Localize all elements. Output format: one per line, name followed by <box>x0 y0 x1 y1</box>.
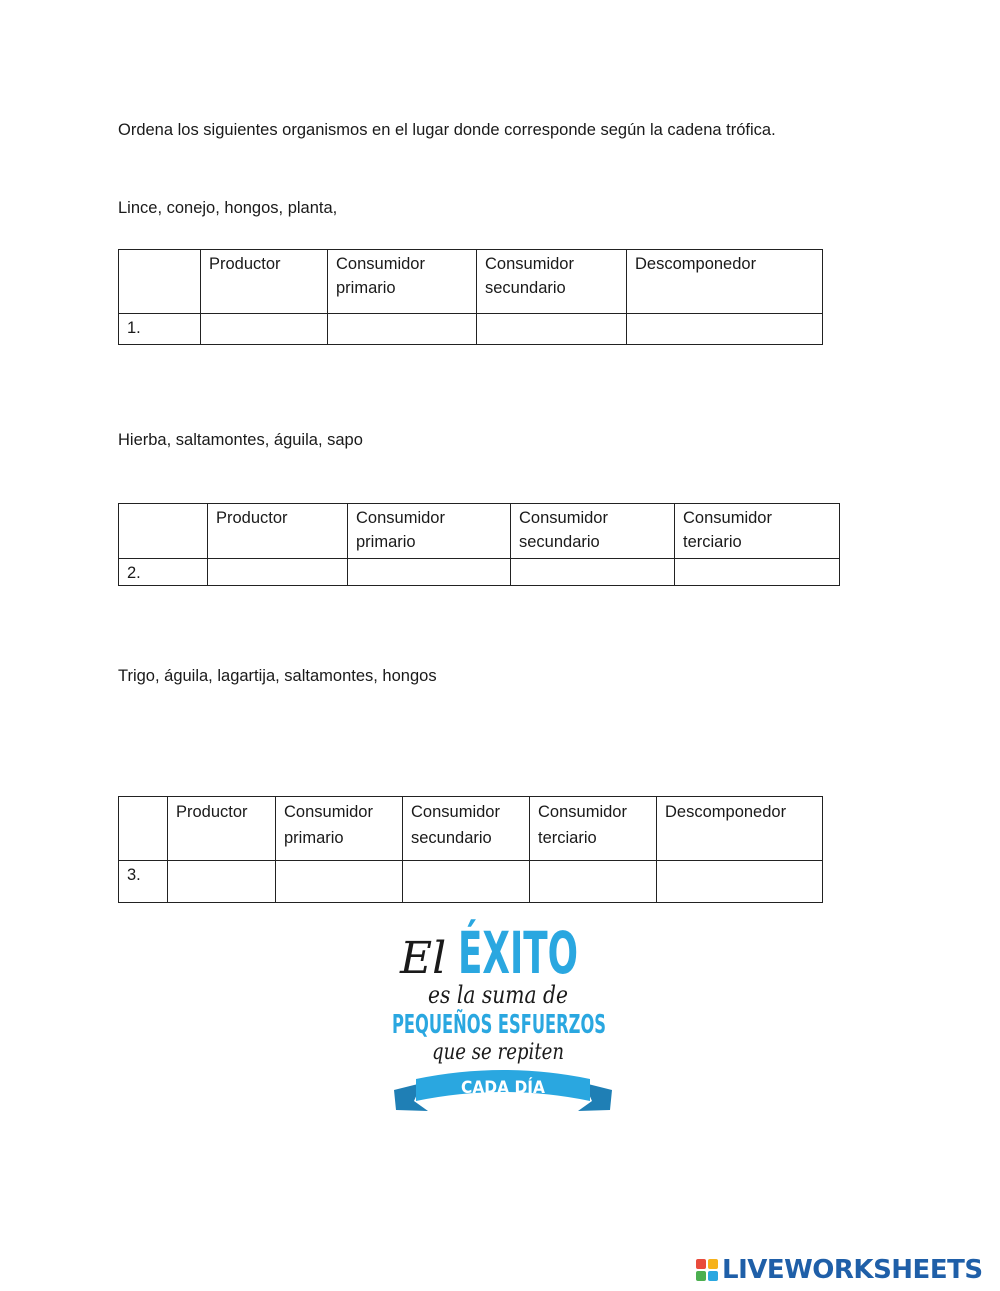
exercise-3-prompt: Trigo, águila, lagartija, saltamontes, hongos <box>118 667 437 685</box>
header-cell: Consumidor secundario <box>511 504 675 559</box>
instruction-text: Ordena los siguientes organismos en el lugar donde corresponde según la cadena trófica. <box>118 121 776 139</box>
header-cell: Consumidor terciario <box>530 797 657 861</box>
answer-cell[interactable] <box>403 861 530 903</box>
ribbon-text: CADA DÍA <box>461 1078 554 1098</box>
logo-blocks-icon <box>696 1259 718 1281</box>
answer-cell[interactable] <box>530 861 657 903</box>
header-cell: Consumidor primario <box>328 250 477 314</box>
motivational-quote-image <box>388 905 735 1120</box>
row-label: 1. <box>119 314 201 345</box>
answer-cell[interactable] <box>511 559 675 586</box>
header-cell: Consumidor terciario <box>675 504 840 559</box>
answer-cell[interactable] <box>201 314 328 345</box>
exercise-2-prompt: Hierba, saltamontes, águila, sapo <box>118 431 363 449</box>
header-cell: Descomponedor <box>657 797 823 861</box>
corner-cell <box>119 797 168 861</box>
header-cell: Consumidor primario <box>348 504 511 559</box>
table-row <box>119 314 823 345</box>
header-cell: Productor <box>168 797 276 861</box>
header-cell: Consumidor secundario <box>403 797 530 861</box>
header-cell: Productor <box>201 250 328 314</box>
quote-line2: es la suma de <box>428 981 568 1009</box>
answer-cell[interactable] <box>208 559 348 586</box>
row-label: 3. <box>119 861 168 903</box>
row-label: 2. <box>119 559 208 586</box>
header-cell: Consumidor primario <box>276 797 403 861</box>
logo-block <box>708 1271 718 1281</box>
answer-cell[interactable] <box>276 861 403 903</box>
exercise-1-prompt: Lince, conejo, hongos, planta, <box>118 199 338 217</box>
logo-block <box>696 1259 706 1269</box>
answer-cell[interactable] <box>657 861 823 903</box>
logo-block <box>696 1271 706 1281</box>
liveworksheets-logo[interactable] <box>696 1254 983 1286</box>
corner-cell <box>119 504 208 559</box>
answer-cell[interactable] <box>477 314 627 345</box>
exercise-2-table <box>118 503 840 586</box>
table-row <box>119 861 823 903</box>
header-cell: Productor <box>208 504 348 559</box>
answer-cell[interactable] <box>328 314 477 345</box>
answer-cell[interactable] <box>348 559 511 586</box>
quote-line4: que se repiten <box>432 1040 564 1065</box>
table-row <box>119 559 840 586</box>
table-header-row <box>119 250 823 314</box>
answer-cell[interactable] <box>168 861 276 903</box>
table-header-row <box>119 504 840 559</box>
motivational-quote-graphic <box>388 905 735 1120</box>
answer-cell[interactable] <box>627 314 823 345</box>
quote-line3: PEQUEÑOS ESFUERZOS <box>392 1010 735 1040</box>
quote-line1-script: El <box>400 933 447 984</box>
quote-line1-bold: ÉXITO <box>458 919 653 987</box>
exercise-3-table <box>118 796 823 903</box>
header-cell: Consumidor secundario <box>477 250 627 314</box>
answer-cell[interactable] <box>675 559 840 586</box>
brand-name: LIVEWORKSHEETS <box>722 1255 983 1285</box>
exercise-1-table <box>118 249 823 345</box>
header-cell: Descomponedor <box>627 250 823 314</box>
logo-block <box>708 1259 718 1269</box>
table-header-row <box>119 797 823 861</box>
corner-cell <box>119 250 201 314</box>
